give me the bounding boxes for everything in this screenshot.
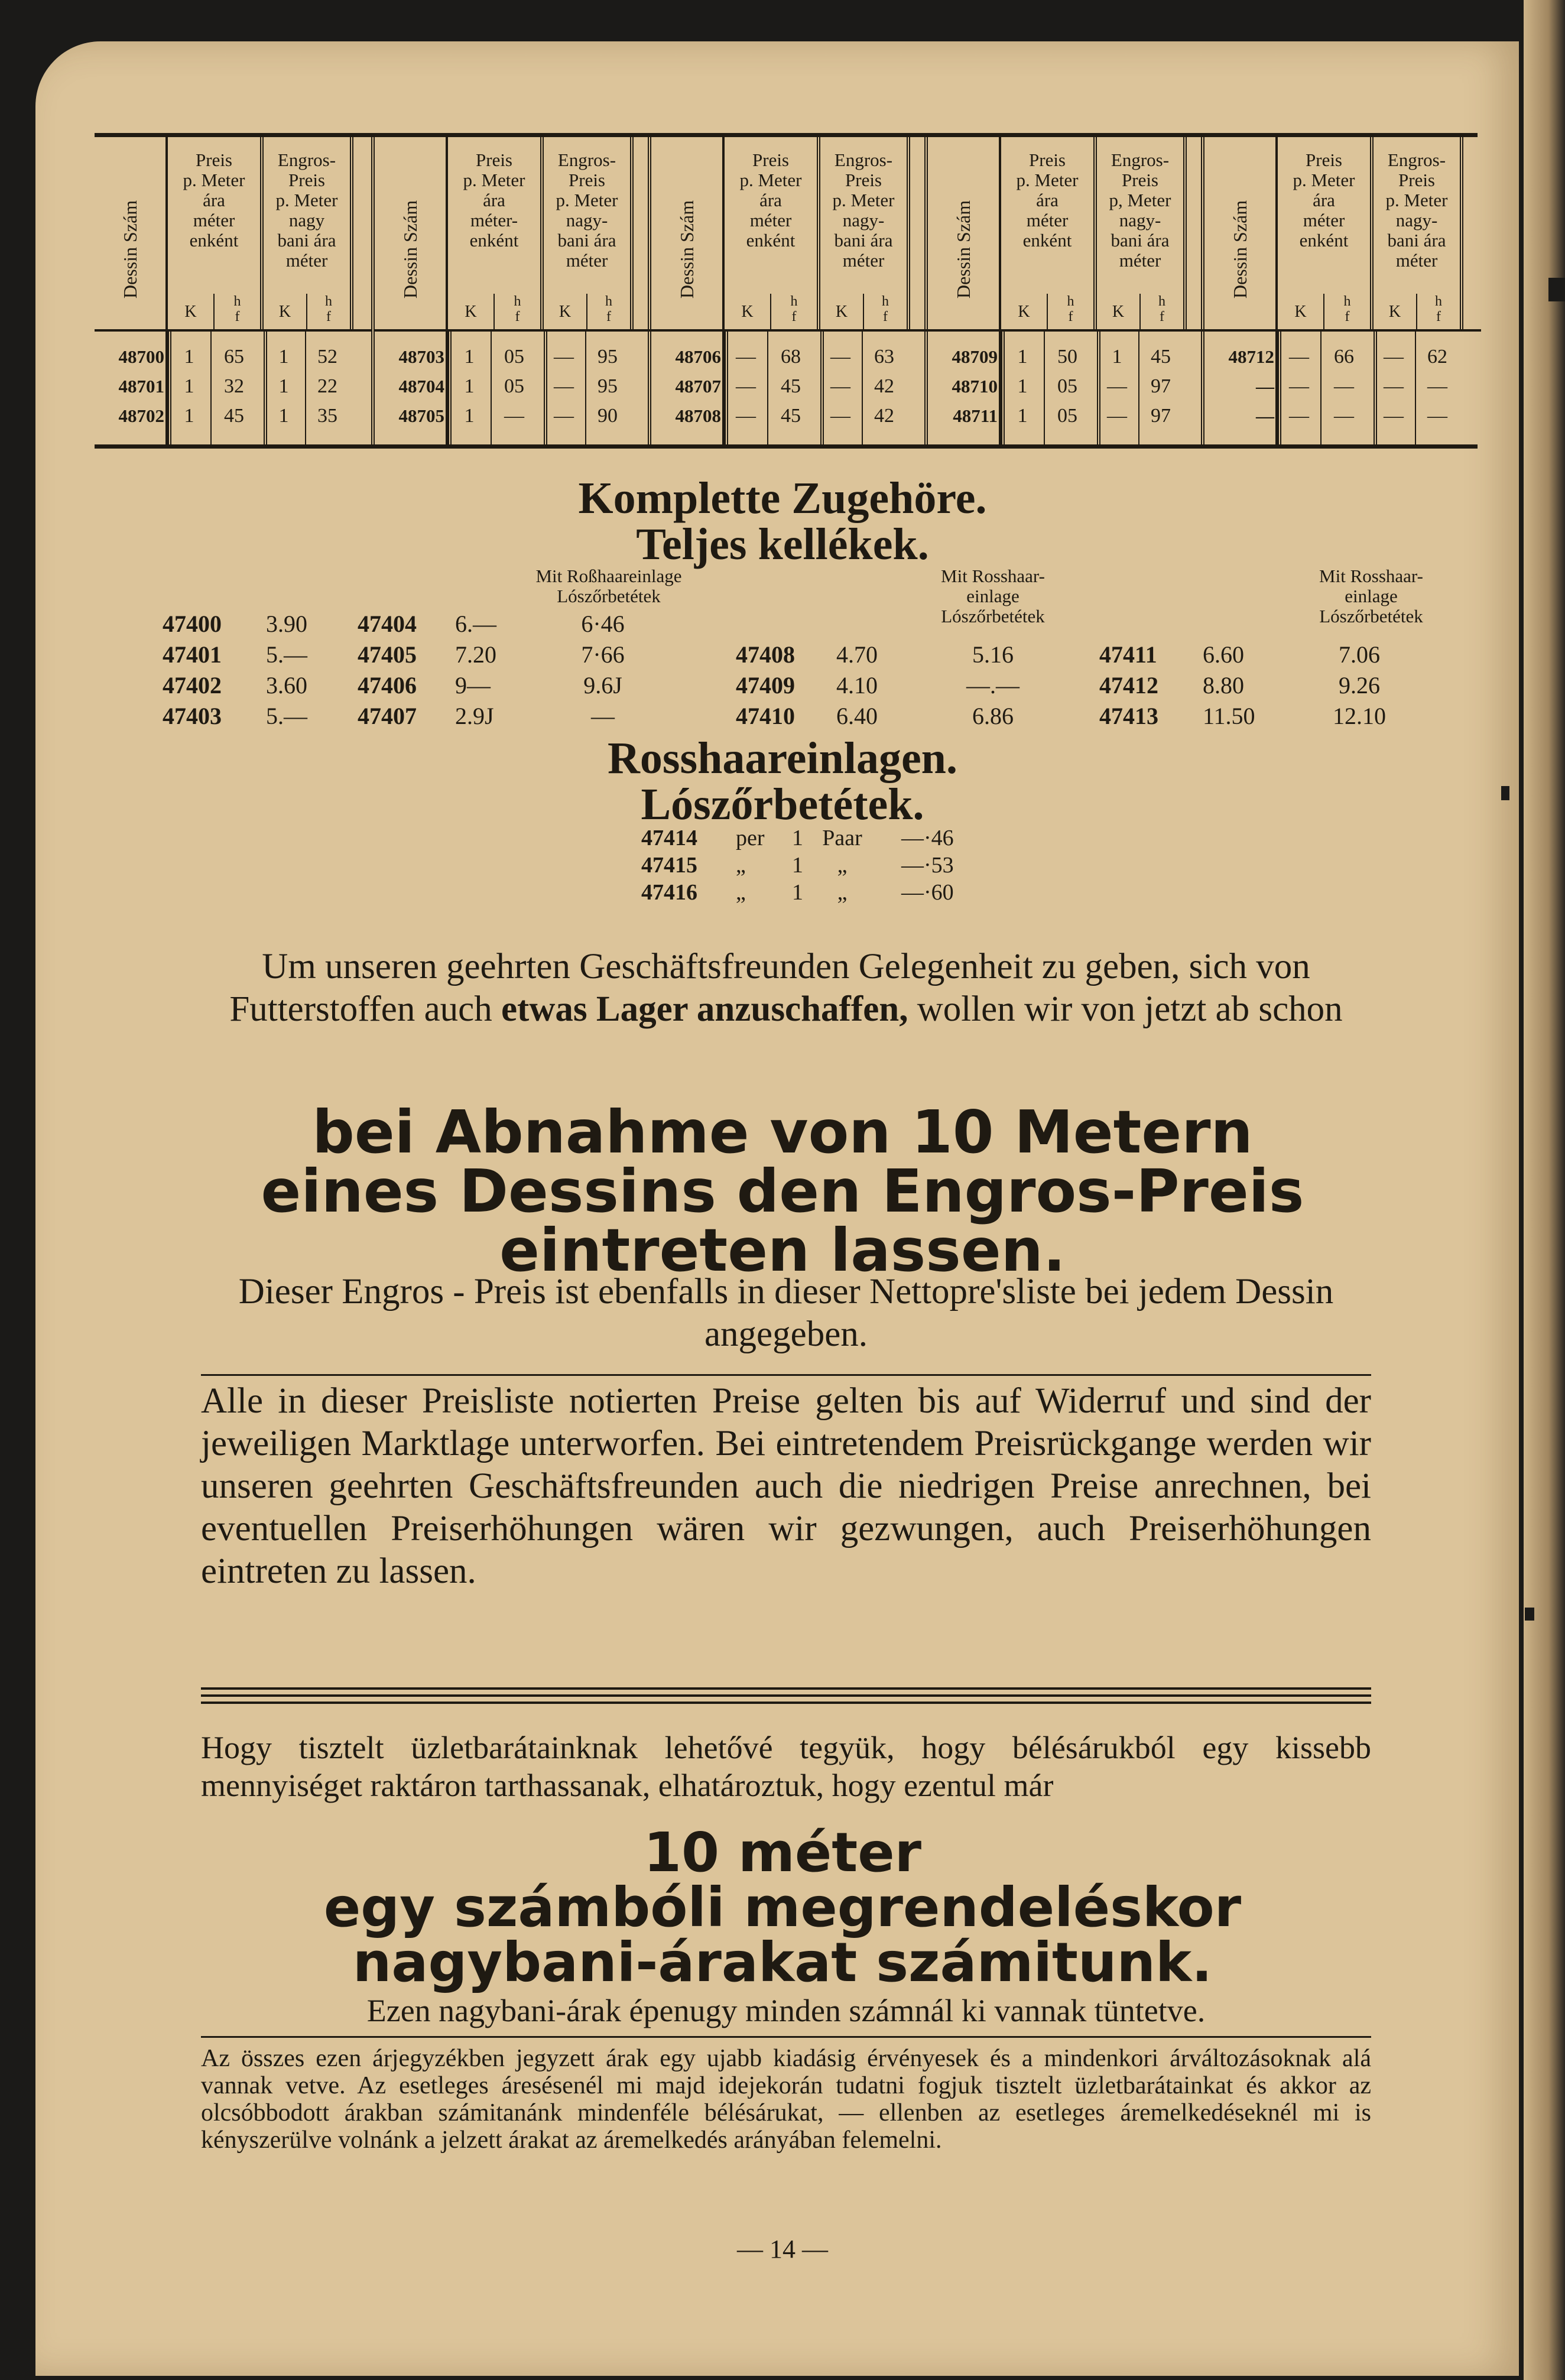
header-line: p. Meter [1385, 190, 1448, 210]
accessories-title-hu: Teljes kellékek. [636, 519, 929, 569]
engros-heller: 52 [317, 346, 337, 368]
hf-label: h f [213, 294, 260, 329]
hf-label: h f [586, 294, 630, 329]
accessory-number: 47402 [163, 672, 222, 699]
dessin-number: 48711 [953, 405, 998, 426]
header-line: p, Meter [1109, 190, 1171, 210]
price-heller: 05 [504, 375, 524, 397]
header-line: enként [189, 230, 239, 251]
header-line: méter [1303, 210, 1345, 230]
price-per-meter-header [1001, 137, 1097, 329]
hf-label: h f [1139, 294, 1183, 329]
inlay-number: 47416 [641, 880, 697, 905]
accessory-number: 47405 [358, 641, 417, 668]
dessin-number: 48707 [675, 376, 721, 397]
header-line: enként [1299, 230, 1349, 251]
price-heller: 05 [1057, 405, 1077, 427]
engros-heller: 42 [874, 405, 894, 427]
german-note: Dieser Engros - Preis ist ebenfalls in dieser Nettopre'sliste bei jedem Dessin angegeben. [238, 1272, 1334, 1354]
hungarian-intro: Hogy tisztelt üzletbarátainknak lehetővé tegyük, hogy bélésárukból egy kissebb mennyiséget raktáron tarthassanak, elhatároztuk, hogy ezentul már [201, 1730, 1371, 1803]
table-rows [95, 332, 371, 444]
inlays-title-hu: Lószőrbetétek. [641, 780, 924, 829]
header-line: p. Meter [1293, 170, 1355, 190]
hf-label: h f [493, 294, 540, 329]
price-kronen: 1 [1017, 346, 1028, 368]
header-line: bani ára [1387, 230, 1446, 251]
double-rule-middle [201, 1694, 1371, 1697]
engros-price-header [1097, 137, 1187, 329]
german-headline-3: eintreten lassen. [499, 1216, 1066, 1285]
engros-kronen: — [1107, 405, 1127, 427]
table-block [1201, 137, 1481, 444]
header-line: méter- [470, 210, 518, 230]
price-heller: 05 [504, 346, 524, 368]
dessin-number: — [1256, 405, 1274, 426]
header-line: Preis [196, 150, 232, 170]
engros-kronen: — [1107, 375, 1127, 397]
header-line: ára [203, 190, 225, 210]
inlay-unit: „ [837, 853, 848, 878]
k-label: K [835, 303, 848, 321]
accessory-number: 47409 [736, 672, 795, 699]
price-table [95, 133, 1478, 449]
header-line: méter [566, 250, 608, 271]
dessin-header: Dessin Szám [400, 200, 421, 299]
dessin-number: — [1256, 376, 1274, 397]
header-line: Preis [1029, 150, 1066, 170]
double-rule-bottom [201, 1702, 1371, 1704]
dessin-header: Dessin Szám [119, 200, 141, 299]
table-row [375, 372, 651, 401]
engros-kronen: — [830, 346, 850, 368]
table-row [928, 372, 1204, 401]
header-line: méter [1395, 250, 1438, 271]
accessory-price: 6.40 [836, 703, 878, 729]
engros-heller: 90 [598, 405, 618, 427]
price-heller: 45 [781, 375, 801, 397]
hungarian-terms: Az összes ezen árjegyzékben jegyzett árak egy ujabb kiadásig érvényesek és a mindenkori árváltozásoknak alá vannak vetve. Az esetleges áresésenél mi majd idejekorán tudatni fogjuk tisztelt üzletbarátainkat és akkor az olcsóbbodott árakban számitanánk mindenféle bélésárukat, — ellenben az esetleges áremelkedéseknél mi is kényszerülve volnánk a jelzett árakat az áremelkedés arányában felemelni. [201, 2045, 1371, 2154]
header-line: bani ára [834, 230, 893, 251]
divider-rule [201, 1374, 1371, 1376]
inlay-quantity: 1 [792, 880, 803, 905]
header-line: p. Meter [183, 170, 245, 190]
engros-kronen: — [1384, 375, 1404, 397]
table-row [1204, 401, 1481, 431]
inlay-number: 47414 [641, 826, 697, 850]
accessory-price: 4.70 [836, 641, 878, 668]
accessory-number: 47407 [358, 703, 417, 729]
price-kronen: — [736, 405, 756, 427]
accessory-number: 47403 [163, 703, 222, 729]
table-block [371, 137, 651, 444]
price-kronen: — [1289, 405, 1309, 427]
header-line: bani ára [277, 230, 336, 251]
accessories-title-de: Komplette Zugehöre. [578, 473, 987, 523]
header-line: bani ára [557, 230, 616, 251]
dessin-header: Dessin Szám [1229, 200, 1251, 299]
engros-heller: 62 [1427, 346, 1447, 368]
engros-heller: 97 [1151, 375, 1171, 397]
engros-heller: 97 [1151, 405, 1171, 427]
inlay-price: —·53 [901, 853, 954, 878]
table-rows [375, 332, 651, 444]
engros-heller: 63 [874, 346, 894, 368]
header-line: nagy- [842, 210, 885, 230]
accessory-number: 47404 [358, 611, 417, 637]
german-terms: Alle in dieser Preisliste notierten Preise gelten bis auf Widerruf und sind der jeweiligen Marktlage unterworfen. Bei eintretendem Preisrückgange werden wir unseren geehrten Geschäftsfreunden auch die niedrigen Preise anrechnen, bei eventuellen Preiserhöhungen wären wir gezwungen, auch Preiserhöhungen eintreten zu lassen. [201, 1381, 1371, 1591]
engros-kronen: — [1384, 405, 1404, 427]
engros-heller: 35 [317, 405, 337, 427]
k-label: K [1112, 303, 1125, 321]
table-row [375, 401, 651, 431]
hungarian-note: Ezen nagybani-árak épenugy minden számnál ki vannak tüntetve. [366, 1993, 1206, 2028]
table-rows [651, 332, 928, 444]
table-row [651, 342, 928, 372]
inlay-quantity: 1 [792, 826, 803, 850]
dessin-number: 48701 [118, 376, 164, 397]
table-row [1204, 342, 1481, 372]
header-line: nagy [288, 210, 325, 230]
k-label: K [1294, 303, 1307, 321]
header-line: Engros- [277, 150, 336, 170]
price-heller: 68 [781, 346, 801, 368]
price-heller: 66 [1334, 346, 1354, 368]
accessory-price: 7.20 [455, 641, 496, 668]
k-label: K [559, 303, 572, 321]
engros-kronen: — [830, 375, 850, 397]
header-line: Preis [752, 150, 789, 170]
dessin-number: 48705 [398, 405, 444, 426]
accessory-number: 47400 [163, 611, 222, 637]
accessory-number: 47401 [163, 641, 222, 668]
price-kronen: 1 [184, 346, 194, 368]
k-label: K [741, 303, 754, 321]
header-line: Preis [845, 170, 882, 190]
header-line: ára [1036, 190, 1059, 210]
table-block [648, 137, 928, 444]
accessory-price: 5.— [266, 641, 307, 668]
inlay-per: per [736, 826, 765, 850]
dessin-number: 48703 [398, 346, 444, 367]
header-line: méter [842, 250, 885, 271]
accessory-price: 11.50 [1203, 703, 1255, 729]
price-kronen: 1 [184, 375, 194, 397]
accessory-price-rosshaar: —.— [966, 672, 1019, 699]
dessin-header: Dessin Szám [676, 200, 697, 299]
accessory-price: 9— [455, 672, 491, 699]
accessory-price: 8.80 [1203, 672, 1244, 699]
price-heller: 65 [224, 346, 244, 368]
engros-price-header [264, 137, 353, 329]
dessin-number: 48704 [398, 376, 444, 397]
page-number: — 14 — [737, 2235, 828, 2264]
k-label: K [184, 303, 197, 321]
inlay-number: 47415 [641, 853, 697, 878]
accessory-number: 47412 [1099, 672, 1158, 699]
header-line: nagy- [566, 210, 608, 230]
accessory-number: 47408 [736, 641, 795, 668]
dessin-number: 48706 [675, 346, 721, 367]
price-per-meter-header [168, 137, 264, 329]
header-rosshaar-1: Mit Roßhaareinlage Lószőrbetétek [535, 566, 682, 606]
engros-kronen: — [554, 375, 574, 397]
price-heller: 05 [1057, 375, 1077, 397]
inlay-per: „ [736, 853, 746, 878]
price-heller: 50 [1057, 346, 1077, 368]
price-heller: — [504, 405, 524, 427]
header-line: nagy- [1119, 210, 1161, 230]
header-line: méter [285, 250, 328, 271]
inlay-per: „ [736, 880, 746, 905]
divider-rule-2 [201, 2036, 1371, 2038]
accessory-price-rosshaar: 5.16 [972, 641, 1014, 668]
header-line: Preis [288, 170, 325, 190]
k-label: K [1018, 303, 1030, 321]
table-row [95, 401, 371, 431]
price-kronen: — [736, 346, 756, 368]
header-line: ára [759, 190, 782, 210]
table-block [924, 137, 1204, 444]
table-row [375, 342, 651, 372]
header-line: p. Meter [832, 190, 895, 210]
price-kronen: — [1289, 375, 1309, 397]
header-line: Preis [1398, 170, 1435, 190]
header-line: méter [749, 210, 792, 230]
k-label: K [465, 303, 477, 321]
table-rows [1204, 332, 1481, 444]
table-row [95, 372, 371, 401]
price-heller: — [1334, 375, 1354, 397]
price-per-meter-header [1278, 137, 1374, 329]
price-heller: 32 [224, 375, 244, 397]
engros-heller: 22 [317, 375, 337, 397]
engros-heller: 42 [874, 375, 894, 397]
header-line: p. Meter [275, 190, 338, 210]
accessory-price-rosshaar: 9.26 [1339, 672, 1380, 699]
inlays-title-de: Rosshaareinlagen. [608, 733, 957, 783]
engros-kronen: 1 [1112, 346, 1122, 368]
header-line: nagy- [1395, 210, 1438, 230]
engros-kronen: 1 [278, 405, 289, 427]
accessory-price: 3.90 [266, 611, 307, 637]
price-kronen: 1 [1017, 405, 1028, 427]
engros-heller: — [1427, 405, 1447, 427]
accessory-price-rosshaar: 6·46 [581, 611, 625, 637]
price-per-meter-header [725, 137, 820, 329]
accessory-price-rosshaar: 12.10 [1333, 703, 1386, 729]
table-rows [928, 332, 1204, 444]
german-headline-2: eines Dessins den Engros-Preis [261, 1157, 1304, 1226]
hf-label: h f [770, 294, 817, 329]
header-line: enként [746, 230, 796, 251]
accessory-price: 3.60 [266, 672, 307, 699]
table-row [928, 401, 1204, 431]
double-rule-top [201, 1687, 1371, 1690]
header-line: ára [1313, 190, 1335, 210]
dessin-number: 48710 [952, 376, 998, 397]
header-line: Engros- [1111, 150, 1170, 170]
accessory-price-rosshaar: 9.6J [583, 672, 622, 699]
accessory-number: 47411 [1099, 641, 1157, 668]
inlay-price: —·46 [901, 826, 954, 850]
header-line: Engros- [1387, 150, 1446, 170]
engros-price-header [1374, 137, 1463, 329]
hf-label: h f [863, 294, 907, 329]
accessory-price: 4.10 [836, 672, 878, 699]
price-heller: — [1334, 405, 1354, 427]
header-line: enként [1022, 230, 1072, 251]
table-row [928, 342, 1204, 372]
engros-heller: 45 [1151, 346, 1171, 368]
engros-kronen: — [554, 405, 574, 427]
engros-kronen: 1 [278, 375, 289, 397]
accessory-price: 6.— [455, 611, 496, 637]
k-label: K [278, 303, 291, 321]
accessory-price-rosshaar: 6.86 [972, 703, 1014, 729]
price-heller: 45 [781, 405, 801, 427]
dessin-number: 48709 [952, 346, 998, 367]
price-kronen: 1 [464, 405, 475, 427]
header-line: Preis [1122, 170, 1158, 190]
price-kronen: 1 [184, 405, 194, 427]
hungarian-headline-1: 10 méter [643, 1821, 922, 1884]
table-row [651, 372, 928, 401]
dessin-number: 48708 [675, 405, 721, 426]
header-line: méter [1026, 210, 1069, 230]
price-kronen: — [1289, 346, 1309, 368]
table-row [651, 401, 928, 431]
header-line: p. Meter [739, 170, 802, 190]
inlay-unit: „ [837, 880, 848, 905]
engros-heller: 95 [598, 346, 618, 368]
accessory-price: 5.— [266, 703, 307, 729]
price-kronen: — [736, 375, 756, 397]
hungarian-headline-2: egy számbóli megrendeléskor [323, 1876, 1242, 1939]
header-line: Preis [1306, 150, 1342, 170]
accessory-price-rosshaar: 7·66 [581, 641, 625, 668]
dessin-number: 48702 [118, 405, 164, 426]
hf-label: h f [1047, 294, 1093, 329]
header-line: p. Meter [463, 170, 525, 190]
accessory-price-rosshaar: 7.06 [1339, 641, 1380, 668]
header-line: bani ára [1111, 230, 1170, 251]
engros-kronen: — [554, 346, 574, 368]
dessin-number: 48712 [1228, 346, 1274, 367]
hf-label: h f [1416, 294, 1460, 329]
hf-label: h f [1323, 294, 1370, 329]
engros-kronen: — [1384, 346, 1404, 368]
dessin-header: Dessin Szám [953, 200, 974, 299]
header-line: Engros- [557, 150, 616, 170]
header-line: enként [469, 230, 519, 251]
header-line: p. Meter [1016, 170, 1079, 190]
header-line: Engros- [834, 150, 893, 170]
price-kronen: 1 [464, 375, 475, 397]
engros-price-header [820, 137, 910, 329]
engros-price-header [544, 137, 634, 329]
price-kronen: 1 [1017, 375, 1028, 397]
price-per-meter-header [448, 137, 544, 329]
accessory-number: 47410 [736, 703, 795, 729]
dessin-number: 48700 [118, 346, 164, 367]
accessory-price: 2.9J [455, 703, 494, 729]
table-row [1204, 372, 1481, 401]
header-line: méter [193, 210, 235, 230]
inlay-unit: Paar [822, 826, 862, 850]
price-heller: 45 [224, 405, 244, 427]
inlay-quantity: 1 [792, 853, 803, 878]
header-line: ára [483, 190, 505, 210]
engros-kronen: 1 [278, 346, 289, 368]
inlay-price: —·60 [901, 880, 954, 905]
accessory-number: 47406 [358, 672, 417, 699]
accessory-number: 47413 [1099, 703, 1158, 729]
price-kronen: 1 [464, 346, 475, 368]
table-block [95, 137, 371, 444]
header-line: Preis [476, 150, 512, 170]
engros-heller: 95 [598, 375, 618, 397]
table-row [95, 342, 371, 372]
header-line: p. Meter [556, 190, 618, 210]
german-headline-1: bei Abnahme von 10 Metern [312, 1098, 1253, 1167]
header-rosshaar-2: Mit Rosshaar- einlage Lószőrbetétek [941, 566, 1045, 626]
engros-kronen: — [830, 405, 850, 427]
header-line: Preis [569, 170, 605, 190]
header-line: méter [1119, 250, 1161, 271]
hungarian-headline-3: nagybani-árakat számitunk. [352, 1931, 1213, 1994]
header-rosshaar-3: Mit Rosshaar- einlage Lószőrbetétek [1319, 566, 1423, 626]
k-label: K [1388, 303, 1401, 321]
hf-label: h f [306, 294, 350, 329]
german-intro: Um unseren geehrten Geschäftsfreunden Gelegenheit zu geben, sich von Futterstoffen auch etwas Lager anzuschaffen, wollen wir von jetzt ab schon [229, 947, 1343, 1029]
accessory-price-rosshaar: — [591, 703, 615, 729]
engros-heller: — [1427, 375, 1447, 397]
accessory-price: 6.60 [1203, 641, 1244, 668]
